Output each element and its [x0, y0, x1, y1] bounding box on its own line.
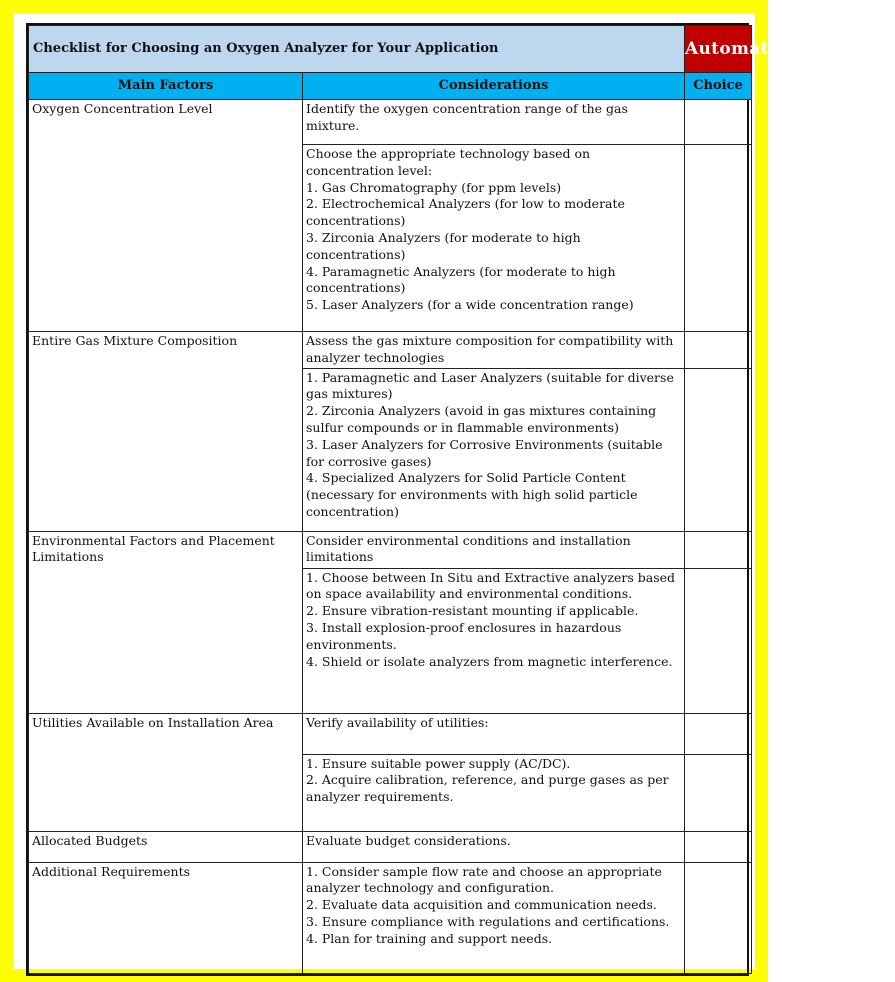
- choice-cell[interactable]: [685, 531, 752, 568]
- table-row: [29, 831, 752, 862]
- factor-cell: Utilities Available on Installation Area: [29, 713, 303, 831]
- factor-cell: Environmental Factors and Placement Limitations: [29, 531, 303, 713]
- consideration-cell: Verify availability of utilities:: [303, 713, 685, 754]
- consideration-cell: 1. Paramagnetic and Laser Analyzers (suitable for diverse gas mixtures) 2. Zirconia Analyzers (avoid in gas mixtures containing sulfur compounds or in flammable environments) 3. Laser Analyzers for Corrosive Environments (suitable for corrosive gases) 4. Specialized Analyzers for Solid Particle Content (necessary for environments with high solid particle concentration): [303, 368, 685, 531]
- consideration-cell: Choose the appropriate technology based on concentration level: 1. Gas Chromatography (for ppm levels) 2. Electrochemical Analyzers (for low to moderate concentrations) 3. Zirconia Analyzers (for moderate to high concentrations) 4. Paramagnetic Analyzers (for moderate to high concentrations) 5. Laser Analyzers (for a wide concentration range): [303, 145, 685, 332]
- table-row: [29, 332, 752, 369]
- choice-cell[interactable]: [685, 100, 752, 145]
- title-row: [29, 26, 752, 73]
- table-row: [29, 862, 752, 973]
- document-title: Checklist for Choosing an Oxygen Analyzer for Your Application: [29, 26, 685, 73]
- choice-cell[interactable]: [685, 713, 752, 754]
- consideration-cell: 1. Consider sample flow rate and choose an appropriate analyzer technology and configuration. 2. Evaluate data acquisition and communication needs. 3. Ensure compliance with regulations and certifications. 4. Plan for training and support needs.: [303, 862, 685, 973]
- checklist-table: [28, 25, 895, 974]
- factor-cell: Oxygen Concentration Level: [29, 100, 303, 332]
- consideration-cell: 1. Ensure suitable power supply (AC/DC). 2. Acquire calibration, reference, and purge gases as per analyzer requirements.: [303, 754, 685, 831]
- consideration-cell: 1. Choose between In Situ and Extractive analyzers based on space availability and environmental conditions. 2. Ensure vibration-resistant mounting if applicable. 3. Install explosion-proof enclosures in hazardous environments. 4. Shield or isolate analyzers from magnetic interference.: [303, 568, 685, 713]
- table-row: [29, 100, 752, 145]
- consideration-cell: Evaluate budget considerations.: [303, 831, 685, 862]
- table-row: [29, 713, 752, 754]
- choice-cell[interactable]: [685, 862, 752, 973]
- factor-cell: Allocated Budgets: [29, 831, 303, 862]
- choice-cell[interactable]: [685, 831, 752, 862]
- header-choice: Choice: [685, 73, 752, 100]
- consideration-cell: Identify the oxygen concentration range of the gas mixture.: [303, 100, 685, 145]
- consideration-cell: Assess the gas mixture composition for compatibility with analyzer technologies: [303, 332, 685, 369]
- factor-cell: Additional Requirements: [29, 862, 303, 973]
- table-row: [29, 531, 752, 568]
- choice-cell[interactable]: [685, 332, 752, 369]
- header-considerations: Considerations: [303, 73, 685, 100]
- choice-cell[interactable]: [685, 754, 752, 831]
- factor-cell: Entire Gas Mixture Composition: [29, 332, 303, 532]
- checklist-table-wrapper: [26, 23, 895, 976]
- header-main-factors: Main Factors: [29, 73, 303, 100]
- choice-cell[interactable]: [685, 368, 752, 531]
- choice-cell[interactable]: [685, 568, 752, 713]
- choice-cell[interactable]: [685, 145, 752, 332]
- document-sheet: [13, 13, 895, 969]
- brand-logo-text: AutomationForum.Co: [685, 26, 752, 73]
- header-row: [29, 73, 752, 100]
- consideration-cell: Consider environmental conditions and installation limitations: [303, 531, 685, 568]
